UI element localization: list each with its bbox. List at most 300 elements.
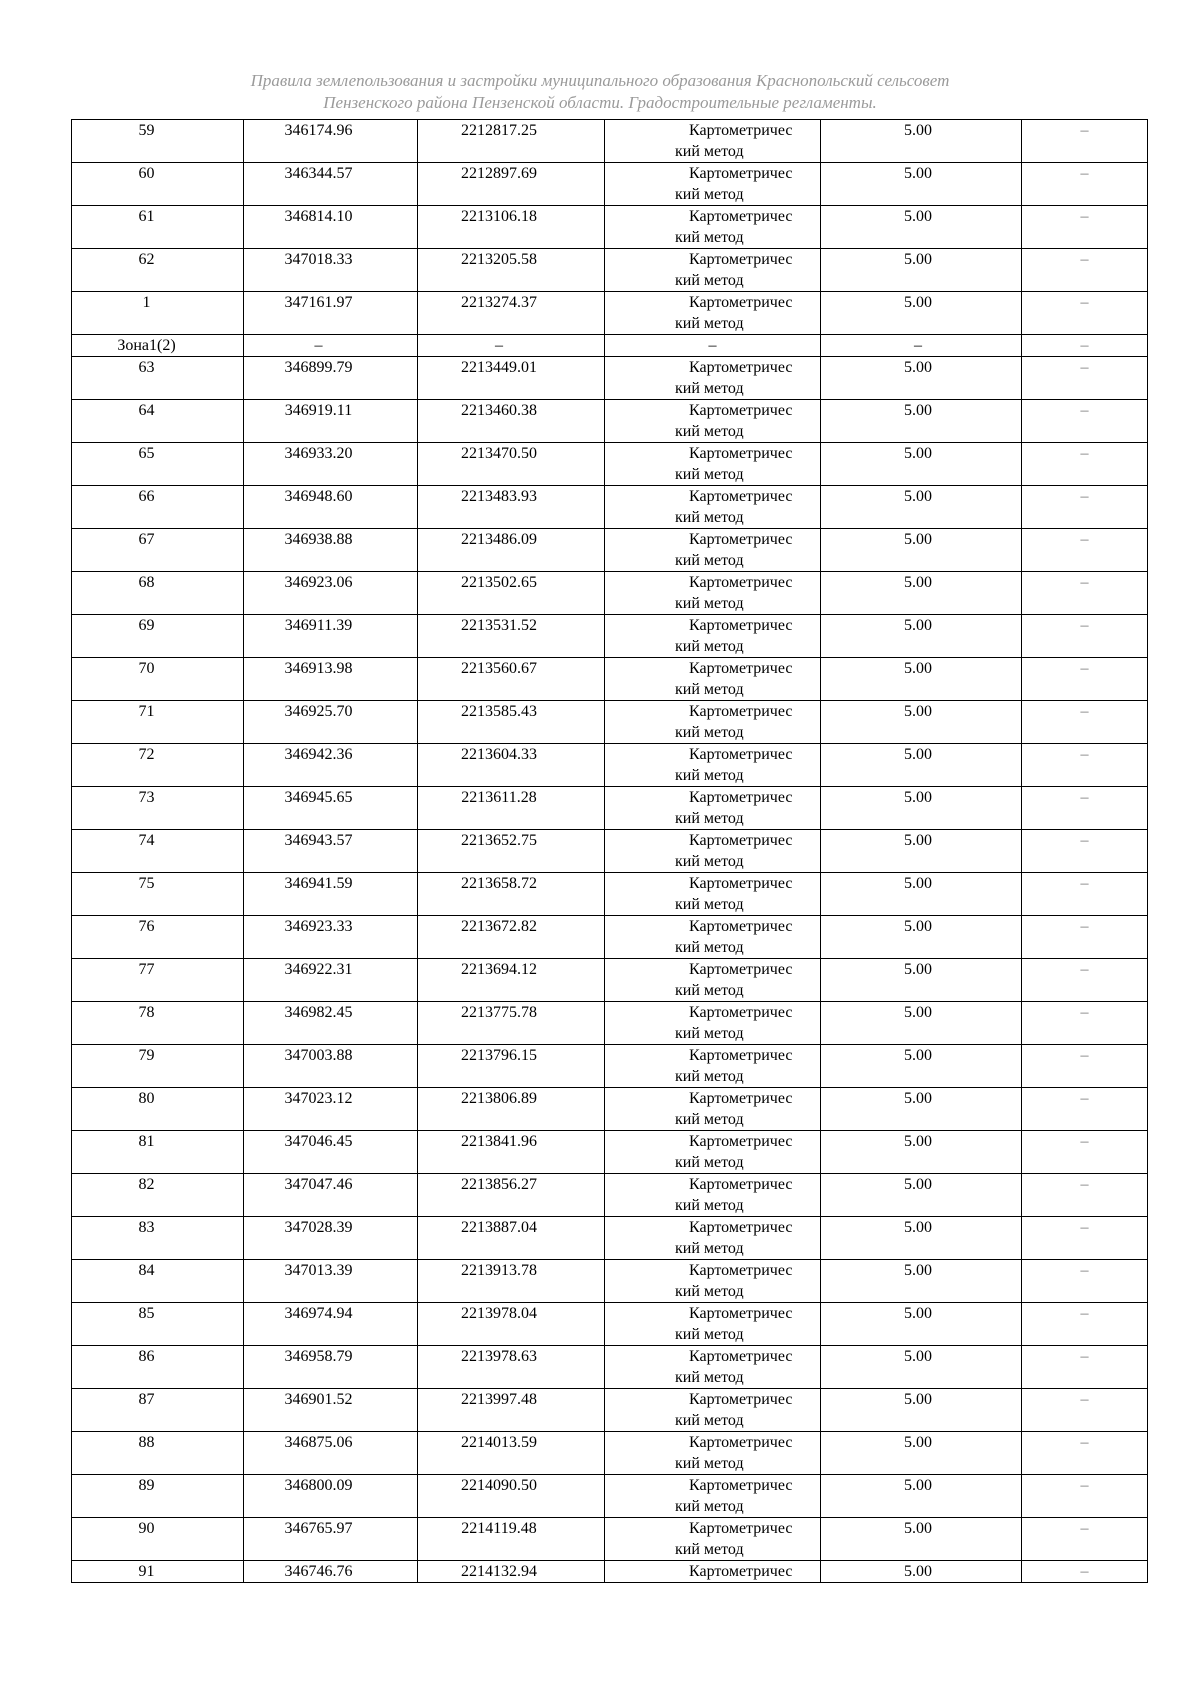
coordinate-y-cell (418, 1432, 605, 1475)
point-number-cell (72, 830, 244, 873)
coordinate-y-cell (418, 873, 605, 916)
coordinate-y-cell (418, 959, 605, 1002)
coordinate-y-cell (418, 787, 605, 830)
coordinate-x-cell (244, 249, 418, 292)
extra-cell-text: – (1080, 1262, 1089, 1279)
accuracy-cell-text: 5.00 (904, 1520, 932, 1537)
coordinate-x-cell (244, 400, 418, 443)
table-row (72, 486, 1148, 529)
accuracy-cell (821, 292, 1022, 335)
coordinate-x-cell (244, 1389, 418, 1432)
method-cell (605, 1475, 821, 1518)
method-cell (605, 1217, 821, 1260)
table-row (72, 1174, 1148, 1217)
accuracy-cell (821, 787, 1022, 830)
table-row (72, 1432, 1148, 1475)
coordinate-x-cell-text: 346875.06 (284, 1434, 353, 1451)
coordinate-y-cell-text: 2214119.48 (461, 1520, 537, 1537)
coordinate-x-cell-text: 346938.88 (284, 531, 353, 548)
coordinate-y-cell (418, 1260, 605, 1303)
coordinate-y-cell-text: 2212817.25 (461, 122, 537, 139)
point-number-cell (72, 572, 244, 615)
point-number-cell (72, 1346, 244, 1389)
method-cell (605, 249, 821, 292)
point-number-cell-text: 80 (138, 1090, 155, 1107)
accuracy-cell (821, 1260, 1022, 1303)
extra-cell-text: – (1080, 359, 1089, 376)
extra-cell (1022, 163, 1148, 206)
point-number-cell (72, 1260, 244, 1303)
accuracy-cell-text: 5.00 (904, 1047, 932, 1064)
accuracy-cell (821, 830, 1022, 873)
accuracy-cell-text: 5.00 (904, 1004, 932, 1021)
coordinate-y-cell-text: 2213585.43 (461, 703, 537, 720)
method-line-2: кий метод (675, 1541, 744, 1558)
coordinate-y-cell-text: 2213856.27 (461, 1176, 537, 1193)
table-row (72, 830, 1148, 873)
extra-cell (1022, 1131, 1148, 1174)
coordinate-x-cell-text: 346933.20 (284, 445, 353, 462)
extra-cell-text: – (1080, 294, 1089, 311)
accuracy-cell (821, 357, 1022, 400)
point-number-cell (72, 1389, 244, 1432)
extra-cell (1022, 873, 1148, 916)
method-line-1: Картометричес (689, 918, 793, 935)
point-number-cell-text: 66 (138, 488, 155, 505)
method-cell (605, 529, 821, 572)
extra-cell-text: – (1080, 208, 1089, 225)
extra-cell (1022, 335, 1148, 357)
coordinate-x-cell-text: 346913.98 (284, 660, 353, 677)
coordinate-x-cell (244, 1174, 418, 1217)
coordinate-x-cell-text: – (314, 337, 323, 354)
extra-cell-text: – (1080, 703, 1089, 720)
extra-cell-text: – (1080, 337, 1089, 354)
accuracy-cell (821, 400, 1022, 443)
point-number-cell (72, 959, 244, 1002)
coordinate-x-cell-text: 346911.39 (284, 617, 353, 634)
extra-cell (1022, 1303, 1148, 1346)
method-cell (605, 163, 821, 206)
method-line-1: Картометричес (689, 1219, 793, 1236)
coordinate-x-cell (244, 744, 418, 787)
coordinate-y-cell-text: 2213470.50 (461, 445, 537, 462)
method-cell (605, 1303, 821, 1346)
coordinate-x-cell-text: 346958.79 (284, 1348, 353, 1365)
page-header (0, 70, 1200, 114)
accuracy-cell (821, 1389, 1022, 1432)
accuracy-cell-text: 5.00 (904, 789, 932, 806)
method-line-2: кий метод (675, 143, 744, 160)
table-row (72, 787, 1148, 830)
coordinate-x-cell (244, 787, 418, 830)
coordinate-x-cell (244, 1217, 418, 1260)
coordinates-table-body (72, 120, 1148, 1583)
coordinate-x-cell-text: 346174.96 (284, 122, 353, 139)
table-row (72, 357, 1148, 400)
method-line-1: Картометричес (689, 1563, 793, 1580)
point-number-cell-text: 75 (138, 875, 155, 892)
coordinate-y-cell-text: 2213611.28 (461, 789, 537, 806)
method-line-2: кий метод (675, 186, 744, 203)
table-row (72, 529, 1148, 572)
accuracy-cell (821, 206, 1022, 249)
accuracy-cell (821, 873, 1022, 916)
point-number-cell-text: 77 (138, 961, 155, 978)
coordinate-x-cell-text: 346982.45 (284, 1004, 353, 1021)
coordinate-x-cell (244, 615, 418, 658)
coordinate-y-cell-text: 2213449.01 (461, 359, 537, 376)
extra-cell-text: – (1080, 1133, 1089, 1150)
point-number-cell-text: 73 (138, 789, 155, 806)
accuracy-cell (821, 1475, 1022, 1518)
method-cell (605, 400, 821, 443)
coordinate-y-cell-text: 2213531.52 (461, 617, 537, 634)
extra-cell-text: – (1080, 961, 1089, 978)
extra-cell-text: – (1080, 832, 1089, 849)
point-number-cell-text: 86 (138, 1348, 155, 1365)
coordinate-y-cell (418, 443, 605, 486)
coordinate-x-cell-text: 346765.97 (284, 1520, 353, 1537)
method-line-1: Картометричес (689, 122, 793, 139)
method-line-2: кий метод (675, 724, 744, 741)
coordinate-x-cell (244, 873, 418, 916)
accuracy-cell (821, 529, 1022, 572)
extra-cell-text: – (1080, 1477, 1089, 1494)
accuracy-cell (821, 120, 1022, 163)
point-number-cell (72, 120, 244, 163)
coordinate-x-cell (244, 357, 418, 400)
extra-cell (1022, 1217, 1148, 1260)
coordinate-y-cell-text: 2213806.89 (461, 1090, 537, 1107)
coordinate-y-cell (418, 249, 605, 292)
accuracy-cell-text: 5.00 (904, 251, 932, 268)
accuracy-cell (821, 1174, 1022, 1217)
method-cell (605, 1002, 821, 1045)
coordinate-x-cell-text: 346899.79 (284, 359, 353, 376)
coordinate-x-cell-text: 346344.57 (284, 165, 353, 182)
extra-cell (1022, 916, 1148, 959)
point-number-cell-text: 70 (138, 660, 155, 677)
method-line-1: Картометричес (689, 1176, 793, 1193)
coordinate-y-cell (418, 163, 605, 206)
method-line-1: Картометричес (689, 1090, 793, 1107)
method-line-1: Картометричес (689, 789, 793, 806)
accuracy-cell (821, 1303, 1022, 1346)
method-cell (605, 701, 821, 744)
coordinate-y-cell (418, 1131, 605, 1174)
point-number-cell (72, 873, 244, 916)
extra-cell (1022, 1045, 1148, 1088)
method-line-2: кий метод (675, 1111, 744, 1128)
coordinate-x-cell-text: 347003.88 (284, 1047, 353, 1064)
accuracy-cell-text: 5.00 (904, 1434, 932, 1451)
table-row (72, 163, 1148, 206)
accuracy-cell (821, 335, 1022, 357)
point-number-cell (72, 400, 244, 443)
extra-cell-text: – (1080, 574, 1089, 591)
extra-cell (1022, 1518, 1148, 1561)
accuracy-cell-text: 5.00 (904, 1477, 932, 1494)
coordinate-y-cell (418, 400, 605, 443)
method-cell (605, 1346, 821, 1389)
coordinate-y-cell (418, 292, 605, 335)
accuracy-cell-text: 5.00 (904, 1262, 932, 1279)
extra-cell-text: – (1080, 789, 1089, 806)
method-cell (605, 357, 821, 400)
accuracy-cell-text: 5.00 (904, 832, 932, 849)
method-line-2: кий метод (675, 380, 744, 397)
point-number-cell-text: 91 (138, 1563, 155, 1580)
point-number-cell-text: 62 (138, 251, 155, 268)
method-line-2: кий метод (675, 1498, 744, 1515)
extra-cell-text: – (1080, 660, 1089, 677)
extra-cell (1022, 1432, 1148, 1475)
coordinate-x-cell (244, 1088, 418, 1131)
method-cell (605, 1088, 821, 1131)
table-row (72, 1045, 1148, 1088)
table-row (72, 658, 1148, 701)
point-number-cell (72, 701, 244, 744)
coordinate-y-cell-text: 2213604.33 (461, 746, 537, 763)
extra-cell (1022, 249, 1148, 292)
point-number-cell (72, 1174, 244, 1217)
table-row (72, 1389, 1148, 1432)
point-number-cell (72, 1002, 244, 1045)
method-line-1: Картометричес (689, 165, 793, 182)
table-row (72, 1002, 1148, 1045)
extra-cell (1022, 1346, 1148, 1389)
coordinate-y-cell-text: 2213560.67 (461, 660, 537, 677)
method-line-2: кий метод (675, 229, 744, 246)
method-line-1: Картометричес (689, 1477, 793, 1494)
extra-cell-text: – (1080, 746, 1089, 763)
extra-cell-text: – (1080, 165, 1089, 182)
point-number-cell (72, 1217, 244, 1260)
point-number-cell-text: 68 (138, 574, 155, 591)
coordinate-x-cell-text: 346919.11 (284, 402, 353, 419)
method-cell (605, 335, 821, 357)
method-cell (605, 873, 821, 916)
accuracy-cell-text: 5.00 (904, 961, 932, 978)
extra-cell-text: – (1080, 1090, 1089, 1107)
extra-cell-text: – (1080, 1047, 1089, 1064)
extra-cell (1022, 959, 1148, 1002)
coordinate-y-cell-text: 2213106.18 (461, 208, 537, 225)
extra-cell (1022, 1002, 1148, 1045)
coordinate-y-cell (418, 658, 605, 701)
accuracy-cell (821, 486, 1022, 529)
accuracy-cell-text: 5.00 (904, 703, 932, 720)
point-number-cell (72, 1131, 244, 1174)
method-line-1: Картометричес (689, 1004, 793, 1021)
method-line-2: кий метод (675, 1369, 744, 1386)
point-number-cell-text: 84 (138, 1262, 155, 1279)
point-number-cell-text: 71 (138, 703, 155, 720)
extra-cell (1022, 572, 1148, 615)
coordinate-x-cell-text: 347047.46 (284, 1176, 353, 1193)
method-line-1: Картометричес (689, 574, 793, 591)
method-line-1: Картометричес (689, 1305, 793, 1322)
method-cell (605, 744, 821, 787)
accuracy-cell (821, 1561, 1022, 1583)
method-line-1: Картометричес (689, 402, 793, 419)
header-line-2: Пензенского района Пензенской области. Градостроительные регламенты. (323, 93, 877, 112)
table-row (72, 1475, 1148, 1518)
table-row (72, 1131, 1148, 1174)
accuracy-cell-text: 5.00 (904, 1176, 932, 1193)
method-line-2: кий метод (675, 423, 744, 440)
coordinate-y-cell-text: 2214090.50 (461, 1477, 537, 1494)
method-line-2: кий метод (675, 853, 744, 870)
method-cell (605, 120, 821, 163)
accuracy-cell (821, 443, 1022, 486)
coordinate-x-cell-text: 347013.39 (284, 1262, 353, 1279)
accuracy-cell-text: 5.00 (904, 1348, 932, 1365)
table-row (72, 701, 1148, 744)
method-line-2: кий метод (675, 638, 744, 655)
coordinate-y-cell-text: 2213887.04 (461, 1219, 537, 1236)
accuracy-cell-text: 5.00 (904, 1090, 932, 1107)
coordinate-x-cell (244, 916, 418, 959)
method-cell (605, 292, 821, 335)
point-number-cell-text: 76 (138, 918, 155, 935)
table-row (72, 120, 1148, 163)
method-line-1: Картометричес (689, 660, 793, 677)
extra-cell (1022, 120, 1148, 163)
coordinate-y-cell-text: 2213978.63 (461, 1348, 537, 1365)
point-number-cell-text: 79 (138, 1047, 155, 1064)
table-row (72, 1518, 1148, 1561)
extra-cell-text: – (1080, 445, 1089, 462)
method-line-2: кий метод (675, 1455, 744, 1472)
extra-cell-text: – (1080, 531, 1089, 548)
accuracy-cell-text: 5.00 (904, 617, 932, 634)
coordinate-y-cell-text: 2213775.78 (461, 1004, 537, 1021)
extra-cell (1022, 486, 1148, 529)
method-line-2: кий метод (675, 939, 744, 956)
accuracy-cell (821, 163, 1022, 206)
method-cell (605, 486, 821, 529)
accuracy-cell-text: 5.00 (904, 1133, 932, 1150)
point-number-cell (72, 357, 244, 400)
coordinate-x-cell (244, 572, 418, 615)
coordinate-y-cell-text: 2213502.65 (461, 574, 537, 591)
extra-cell-text: – (1080, 402, 1089, 419)
method-cell (605, 1174, 821, 1217)
coordinate-x-cell (244, 1002, 418, 1045)
point-number-cell (72, 1432, 244, 1475)
coordinate-y-cell-text: 2213796.15 (461, 1047, 537, 1064)
coordinate-x-cell (244, 120, 418, 163)
method-line-1: Картометричес (689, 1047, 793, 1064)
coordinate-y-cell (418, 120, 605, 163)
method-line-1: Картометричес (689, 445, 793, 462)
method-cell (605, 959, 821, 1002)
method-cell (605, 443, 821, 486)
point-number-cell (72, 529, 244, 572)
coordinate-y-cell (418, 615, 605, 658)
accuracy-cell (821, 1002, 1022, 1045)
point-number-cell-text: 90 (138, 1520, 155, 1537)
coordinate-y-cell-text: 2212897.69 (461, 165, 537, 182)
method-line-2: кий метод (675, 595, 744, 612)
accuracy-cell-text: 5.00 (904, 488, 932, 505)
extra-cell-text: – (1080, 1391, 1089, 1408)
coordinate-y-cell (418, 1174, 605, 1217)
accuracy-cell-text: – (914, 337, 922, 354)
extra-cell-text: – (1080, 617, 1089, 634)
method-line-2: кий метод (675, 272, 744, 289)
method-cell (605, 206, 821, 249)
extra-cell-text: – (1080, 1004, 1089, 1021)
method-line-1: Картометричес (689, 251, 793, 268)
method-line-2: кий метод (675, 1154, 744, 1171)
point-number-cell (72, 658, 244, 701)
accuracy-cell (821, 1346, 1022, 1389)
method-cell (605, 1432, 821, 1475)
coordinate-y-cell-text: 2213658.72 (461, 875, 537, 892)
method-cell (605, 787, 821, 830)
coordinate-y-cell-text: 2214132.94 (461, 1563, 537, 1580)
point-number-cell-text: 89 (138, 1477, 155, 1494)
coordinate-x-cell (244, 443, 418, 486)
coordinate-y-cell (418, 1475, 605, 1518)
accuracy-cell (821, 744, 1022, 787)
table-row (72, 1346, 1148, 1389)
accuracy-cell (821, 959, 1022, 1002)
coordinate-x-cell (244, 830, 418, 873)
table-row (72, 1217, 1148, 1260)
extra-cell (1022, 1561, 1148, 1583)
method-line-2: кий метод (675, 315, 744, 332)
coordinate-x-cell-text: 346974.94 (284, 1305, 353, 1322)
extra-cell-text: – (1080, 1563, 1089, 1580)
coordinate-x-cell-text: 346923.33 (284, 918, 353, 935)
extra-cell (1022, 744, 1148, 787)
point-number-cell-text: 74 (138, 832, 155, 849)
coordinate-y-cell (418, 1389, 605, 1432)
method-line-1: Картометричес (689, 617, 793, 634)
table-row (72, 249, 1148, 292)
method-cell (605, 1389, 821, 1432)
extra-cell-text: – (1080, 122, 1089, 139)
extra-cell-text: – (1080, 875, 1089, 892)
method-line-1: Картометричес (689, 531, 793, 548)
coordinate-x-cell-text: 346948.60 (284, 488, 353, 505)
coordinate-x-cell (244, 1432, 418, 1475)
accuracy-cell-text: 5.00 (904, 122, 932, 139)
table-row (72, 292, 1148, 335)
point-number-cell-text: 83 (138, 1219, 155, 1236)
table-row (72, 400, 1148, 443)
point-number-cell (72, 206, 244, 249)
accuracy-cell-text: 5.00 (904, 746, 932, 763)
coordinate-x-cell-text: 346746.76 (284, 1563, 353, 1580)
coordinate-y-cell-text: 2213672.82 (461, 918, 537, 935)
coordinate-x-cell (244, 206, 418, 249)
extra-cell (1022, 1389, 1148, 1432)
coordinate-x-cell-text: 346800.09 (284, 1477, 353, 1494)
method-line-1: – (708, 337, 717, 354)
method-line-1: Картометричес (689, 294, 793, 311)
coordinate-y-cell (418, 1561, 605, 1583)
accuracy-cell (821, 701, 1022, 744)
extra-cell-text: – (1080, 1219, 1089, 1236)
coordinate-y-cell-text: – (495, 337, 503, 354)
coordinate-x-cell-text: 347046.45 (284, 1133, 353, 1150)
table-row (72, 744, 1148, 787)
